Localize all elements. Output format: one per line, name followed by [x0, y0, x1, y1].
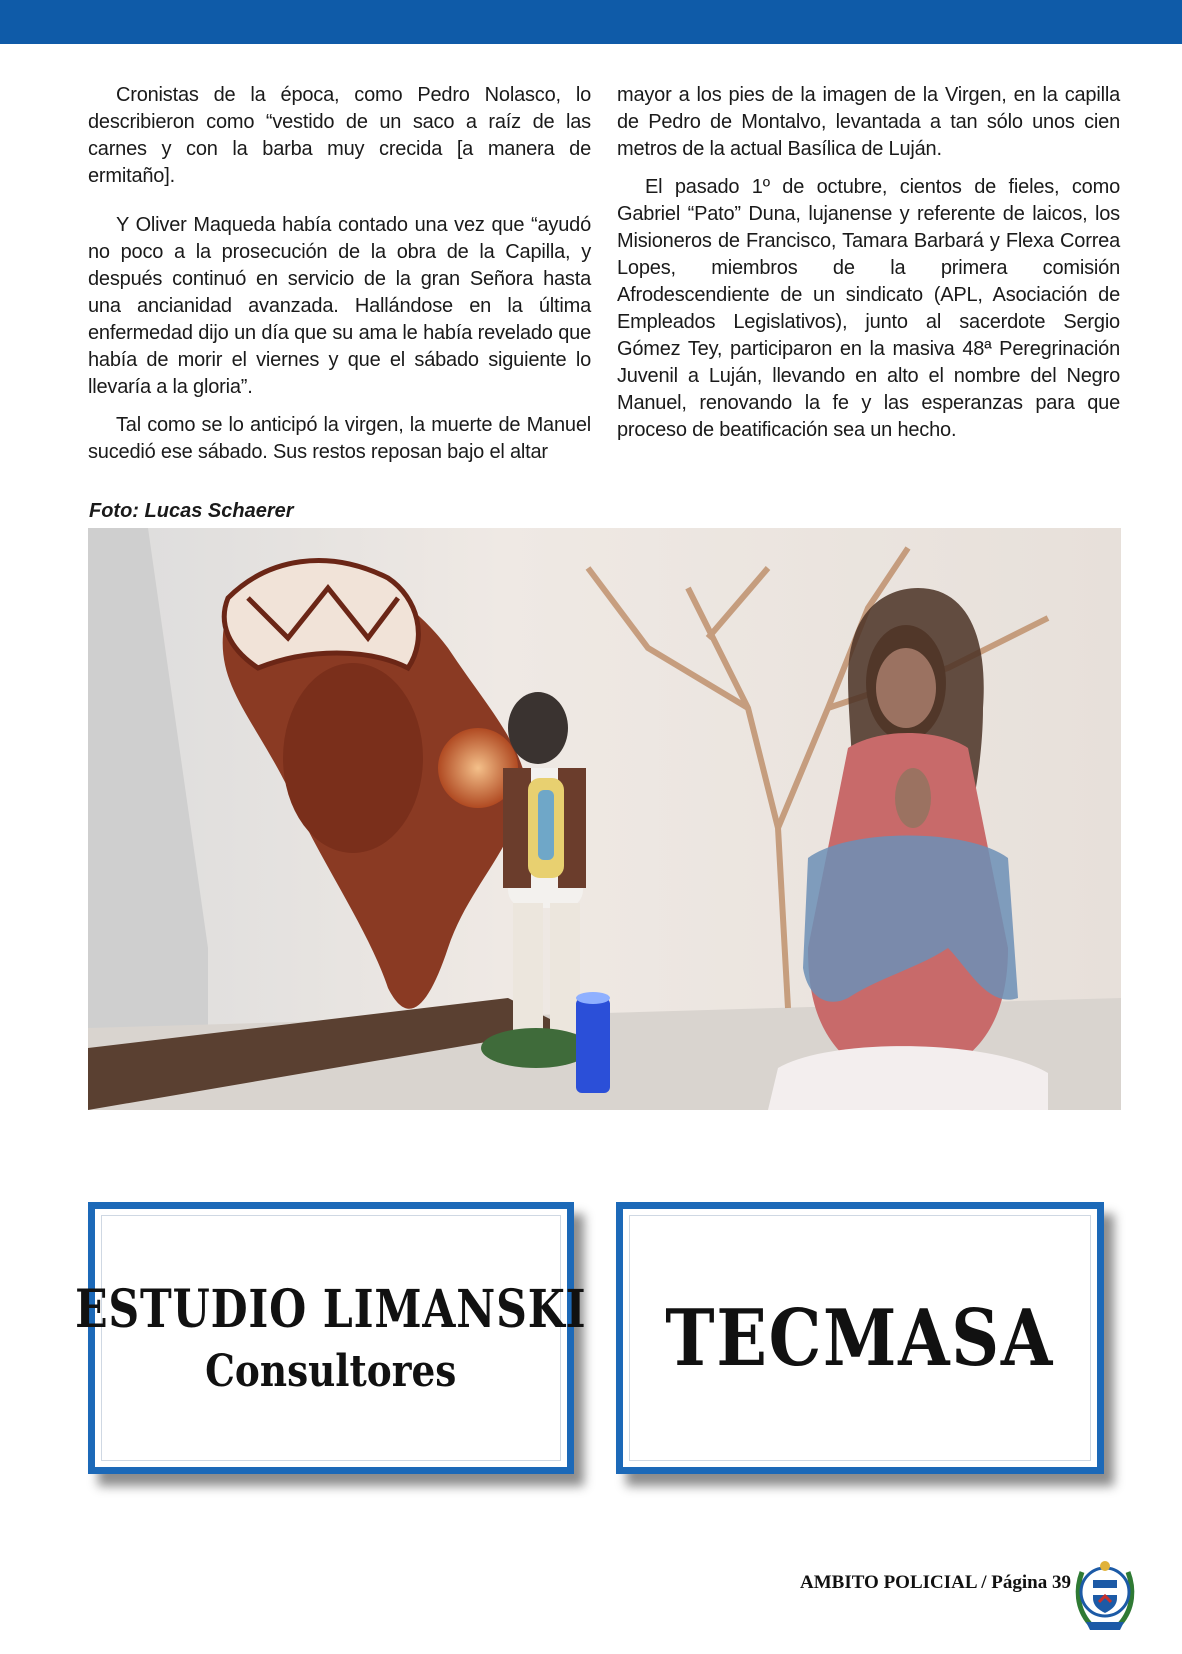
police-crest-icon	[1072, 1558, 1138, 1634]
paragraph: mayor a los pies de la imagen de la Virgen, en la capilla de Pedro de Montalvo, levantada a tan sólo unos cien metros de la actual Basílica de Luján.	[617, 84, 1120, 160]
paragraph: Tal como se lo anticipó la virgen, la muerte de Manuel sucedió ese sábado. Sus restos reposan bajo el altar	[88, 414, 591, 463]
page-footer-label: AMBITO POLICIAL / Página 39	[800, 1572, 1071, 1593]
ad-subtitle: Consultores	[205, 1346, 457, 1397]
paragraph: Cronistas de la época, como Pedro Nolasco, lo describieron como “vestido de un saco a raíz de las carnes y con la barba muy crecida [a manera de ermitaño].	[88, 84, 591, 187]
article-column-right	[617, 82, 1120, 444]
ad-tecmasa[interactable]	[616, 1202, 1104, 1474]
shrine-photo	[88, 528, 1121, 1110]
header-bar	[0, 0, 1182, 44]
ad-title: TECMASA	[665, 1292, 1055, 1384]
ad-estudio-limanski[interactable]	[75, 1202, 587, 1474]
article-column-left	[88, 82, 591, 466]
paragraph: El pasado 1º de octubre, cientos de fieles, como Gabriel “Pato” Duna, lujanense y referente de laicos, los Misioneros de Francisco, Tamara Barbará y Flexa Correa Lopes, miembros de la primera comisión Afrodescendiente de un sindicato (APL, Asociación de Empleados Legislativos), junto al sacerdote Sergio Gómez Tey, participaron en la masiva 48ª Peregrinación Juvenil a Luján, llevando en alto el nombre del Negro Manuel, renovando la fe y las esperanzas para que proceso de beatificación sea un hecho.	[617, 176, 1120, 441]
paragraph: Y Oliver Maqueda había contado una vez que “ayudó no poco a la prosecución de la obra de la Capilla, y después continuó en servicio de la gran Señora hasta una ancianidad avanzada. Hallándose en la última enfermedad dijo un día que su ama le había revelado que había de morir el viernes y que el sábado siguiente lo llevaría a la gloria”.	[88, 214, 591, 398]
shrine-photo-illustration	[88, 528, 1121, 1110]
ad-title: ESTUDIO LIMANSKI	[75, 1279, 587, 1340]
photo-credit: Foto: Lucas Schaerer	[89, 500, 294, 522]
